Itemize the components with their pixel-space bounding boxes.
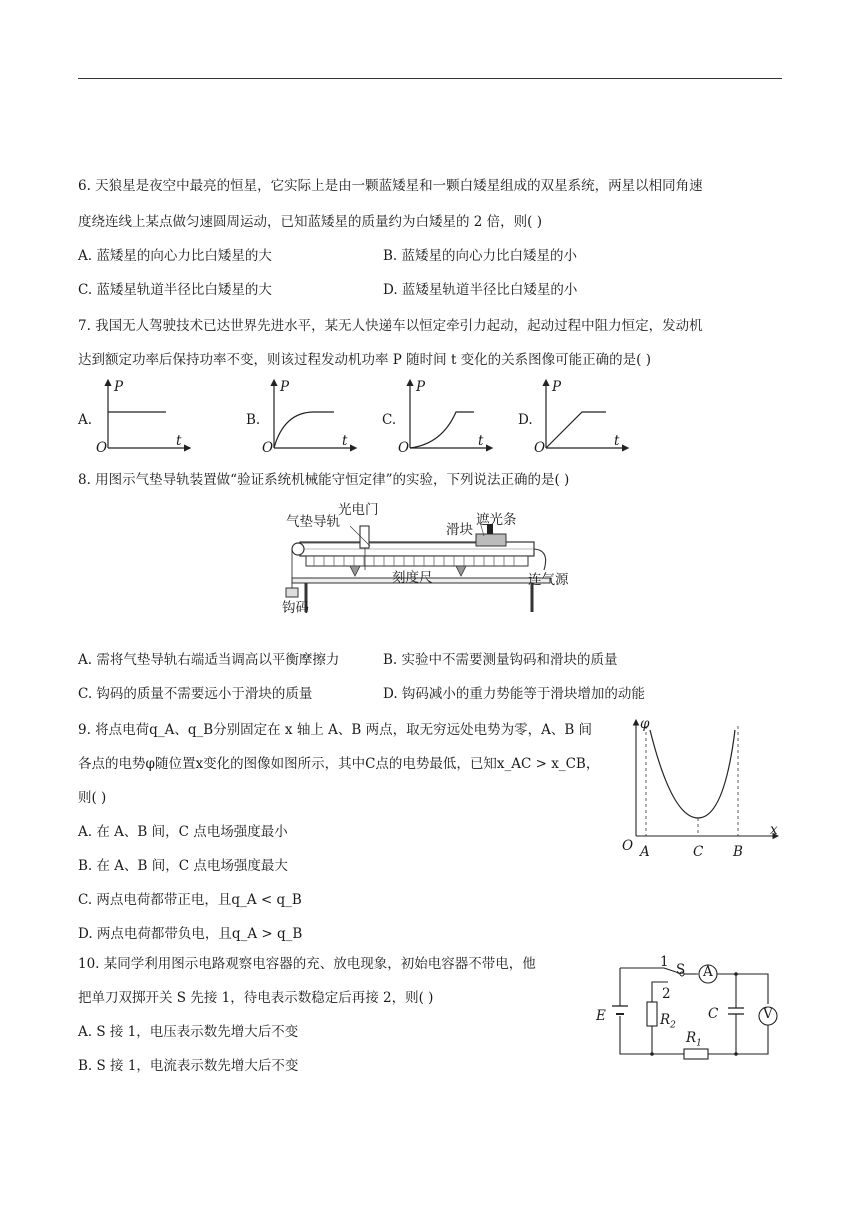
- q7-a-origin: O: [96, 440, 108, 456]
- q6-stem-line1: 6. 天狼星是夜空中最亮的恒星，它实际上是由一颗蓝矮星和一颗白矮星组成的双星系统，两星以相同角速: [78, 178, 703, 194]
- q8-label-photogate: 光电门: [338, 502, 379, 518]
- q10-capacitor-label: C: [708, 1006, 719, 1022]
- q9-point-a: A: [640, 844, 650, 860]
- q10-r1-symbol: R: [686, 1030, 697, 1046]
- q8-option-d[interactable]: D. 钩码减小的重力势能等于滑块增加的动能: [383, 686, 645, 702]
- q8-stem-line1: 8. 用图示气垫导轨装置做“验证系统机械能守恒定律”的实验，下列说法正确的是( ): [78, 472, 570, 488]
- q7-option-c-label[interactable]: C.: [382, 412, 397, 428]
- q10-voltmeter-label: V: [763, 1006, 773, 1022]
- header-rule: [78, 78, 782, 79]
- q7-stem-line2: 达到额定功率后保持功率不变，则该过程发动机功率 P 随时间 t 变化的关系图像可能正确的是( ): [78, 352, 651, 368]
- q10-stem-line1: 10. 某同学利用图示电路观察电容器的充、放电现象，初始电容器不带电，他: [78, 956, 536, 972]
- q9-axis-x: x: [770, 822, 778, 838]
- q8-label-air: 连气源: [528, 572, 569, 588]
- q9-option-d[interactable]: D. 两点电荷都带负电，且q_A > q_B: [78, 926, 303, 942]
- q10-terminal-2: 2: [662, 986, 671, 1002]
- q9-stem-line1: 9. 将点电荷q_A、q_B分别固定在 x 轴上 A、B 两点，取无穷远处电势为零，A、B 间: [78, 722, 593, 738]
- q9-point-c: C: [693, 844, 704, 860]
- q7-c-axis-p: P: [416, 379, 426, 395]
- q10-r1-sub: 1: [696, 1038, 702, 1049]
- q6-stem-line2: 度绕连线上某点做匀速圆周运动，已知蓝矮星的质量约为白矮星的 2 倍，则( ): [78, 214, 542, 230]
- q9-option-c[interactable]: C. 两点电荷都带正电，且q_A < q_B: [78, 892, 302, 908]
- q9-stem-line3: 则( ): [78, 790, 107, 806]
- q7-stem-line1: 7. 我国无人驾驶技术已达世界先进水平，某无人快递车以恒定牵引力起动，起动过程中阻力恒定，发动机: [78, 318, 703, 334]
- q7-d-axis-p: P: [552, 379, 562, 395]
- q8-label-shade: 遮光条: [476, 512, 517, 528]
- q7-b-origin: O: [262, 440, 274, 456]
- q8-option-a[interactable]: A. 需将气垫导轨右端适当调高以平衡摩擦力: [78, 652, 340, 668]
- q10-switch-label: S: [676, 962, 686, 978]
- q6-option-b[interactable]: B. 蓝矮星的向心力比白矮星的小: [383, 248, 578, 264]
- q9-origin: O: [622, 838, 634, 854]
- q10-ammeter-label: A: [703, 964, 713, 980]
- q8-label-rail: 气垫导轨: [286, 514, 340, 530]
- q9-potential-graph: [620, 716, 790, 856]
- q8-option-b[interactable]: B. 实验中不需要测量钩码和滑块的质量: [383, 652, 618, 668]
- q7-d-axis-t: t: [614, 433, 620, 449]
- q7-c-axis-t: t: [478, 433, 484, 449]
- q7-b-axis-p: P: [280, 379, 290, 395]
- q9-stem-line2: 各点的电势φ随位置x变化的图像如图所示，其中C点的电势最低，已知x_AC > x_CB，: [78, 756, 600, 772]
- q10-r2-symbol: R: [660, 1012, 671, 1028]
- q10-r2-sub: 2: [670, 1020, 676, 1031]
- q8-label-slider: 滑块: [446, 522, 473, 538]
- q7-option-b-label[interactable]: B.: [246, 412, 261, 428]
- q9-axis-phi: φ: [640, 716, 650, 732]
- q10-option-a[interactable]: A. S 接 1，电压表示数先增大后不变: [78, 1024, 299, 1040]
- q8-label-weight: 钩码: [282, 600, 309, 616]
- q9-option-a[interactable]: A. 在 A、B 间，C 点电场强度最小: [78, 824, 288, 840]
- q10-stem-line2: 把单刀双掷开关 S 先接 1，待电表示数稳定后再接 2，则( ): [78, 990, 434, 1006]
- q9-point-b: B: [733, 844, 743, 860]
- q7-option-d-label[interactable]: D.: [518, 412, 533, 428]
- q9-option-b[interactable]: B. 在 A、B 间，C 点电场强度最大: [78, 858, 288, 874]
- q8-label-ruler: 刻度尺: [392, 570, 433, 586]
- q6-option-a[interactable]: A. 蓝矮星的向心力比白矮星的大: [78, 248, 272, 264]
- q10-r1-label: [686, 1030, 702, 1049]
- q7-c-origin: O: [398, 440, 410, 456]
- q6-option-c[interactable]: C. 蓝矮星轨道半径比白矮星的大: [78, 282, 272, 298]
- q7-a-axis-p: P: [114, 379, 124, 395]
- q10-emf-label: E: [596, 1008, 606, 1024]
- q7-option-a-label[interactable]: A.: [78, 412, 93, 428]
- q7-b-axis-t: t: [342, 433, 348, 449]
- q10-option-b[interactable]: B. S 接 1，电流表示数先增大后不变: [78, 1058, 299, 1074]
- q10-r2-label: [660, 1012, 676, 1031]
- q7-d-origin: O: [534, 440, 546, 456]
- q6-option-d[interactable]: D. 蓝矮星轨道半径比白矮星的小: [383, 282, 578, 298]
- q7-a-axis-t: t: [176, 433, 182, 449]
- q8-option-c[interactable]: C. 钩码的质量不需要远小于滑块的质量: [78, 686, 313, 702]
- q10-terminal-1: 1: [660, 954, 669, 970]
